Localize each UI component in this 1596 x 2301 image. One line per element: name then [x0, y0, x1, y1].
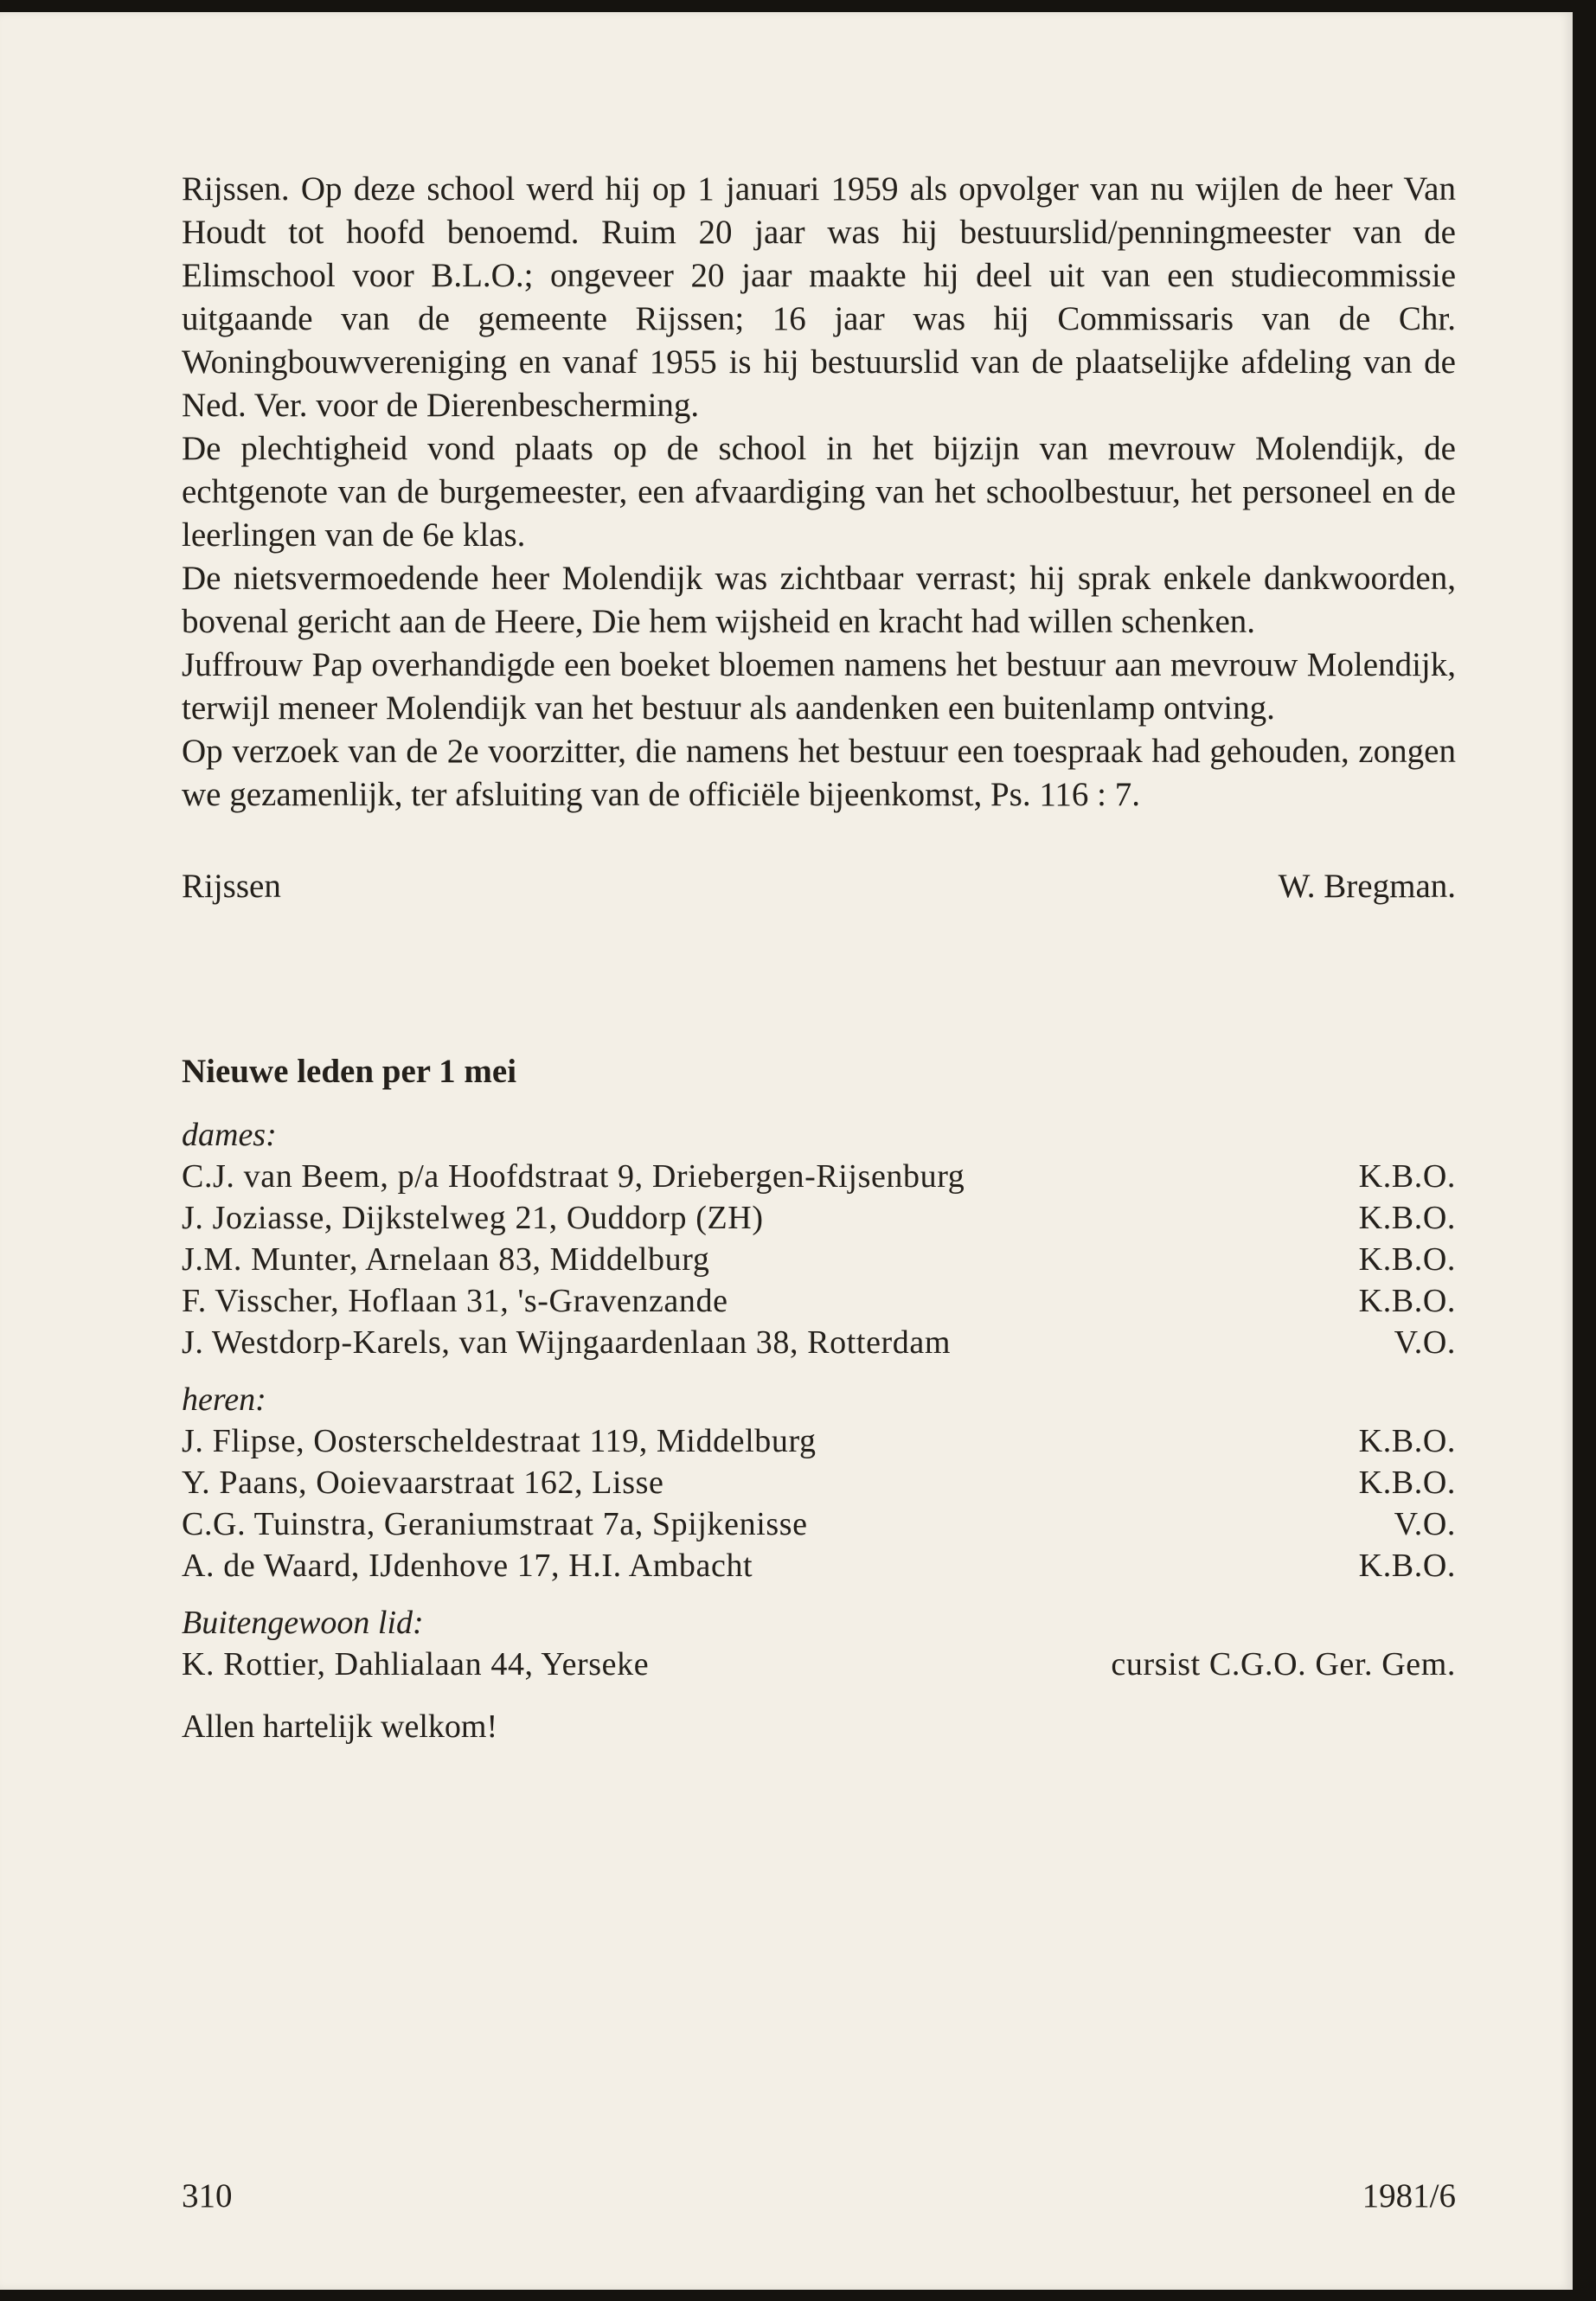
member-row: [182, 1239, 1456, 1280]
member-name: K. Rottier, Dahlialaan 44, Yerseke: [182, 1646, 650, 1682]
member-name: J.M. Munter, Arnelaan 83, Middelburg: [182, 1241, 710, 1278]
issue-number: 1981/6: [1362, 2177, 1456, 2214]
member-name: C.G. Tuinstra, Geraniumstraat 7a, Spijkenisse: [182, 1506, 808, 1542]
member-code: K.B.O.: [1358, 1465, 1456, 1501]
member-code: K.B.O.: [1358, 1548, 1456, 1584]
member-code: cursist C.G.O. Ger. Gem.: [1111, 1646, 1456, 1682]
member-row: [182, 1644, 1456, 1685]
member-name: J. Westdorp-Karels, van Wijngaardenlaan 38, Rotterdam: [182, 1324, 952, 1361]
member-name: C.J. van Beem, p/a Hoofdstraat 9, Driebergen-Rijsenburg: [182, 1158, 965, 1195]
page-number: 310: [182, 2177, 233, 2214]
signature-line: [182, 865, 1456, 908]
member-code: V.O.: [1394, 1324, 1456, 1361]
group-label-buitengewoon: Buitengewoon lid:: [182, 1605, 424, 1641]
member-list-heren: [182, 1420, 1456, 1586]
member-name: Y. Paans, Ooievaarstraat 162, Lisse: [182, 1465, 664, 1501]
article-body: [182, 168, 1456, 817]
page: [0, 12, 1573, 2290]
member-name: A. de Waard, IJdenhove 17, H.I. Ambacht: [182, 1548, 753, 1584]
member-code: K.B.O.: [1358, 1241, 1456, 1278]
member-row: [182, 1545, 1456, 1586]
closing-welcome: Allen hartelijk welkom!: [182, 1708, 498, 1745]
page-content: [182, 168, 1456, 1747]
member-row: [182, 1503, 1456, 1545]
member-code: K.B.O.: [1358, 1283, 1456, 1319]
paragraph-gifts: Juffrouw Pap overhandigde een boeket bloemen namens het bestuur aan mevrouw Molendijk, terwijl meneer Molendijk van het bestuur als aandenken een buitenlamp ontving.: [182, 646, 1456, 727]
member-row: [182, 1322, 1456, 1363]
paragraph-ceremony: De plechtigheid vond plaats op de school in het bijzijn van mevrouw Molendijk, de echtgenote van de burgemeester, een afvaardiging van het schoolbestuur, het personeel en de leerlingen van de 6e klas.: [182, 430, 1456, 554]
member-name: F. Visscher, Hoflaan 31, 's-Gravenzande: [182, 1283, 728, 1319]
member-code: K.B.O.: [1358, 1200, 1456, 1236]
paragraph-thanks: De nietsvermoedende heer Molendijk was zichtbaar verrast; hij sprak enkele dankwoorden, bovenal gericht aan de Heere, Die hem wijsheid en kracht had willen schenken.: [182, 560, 1456, 640]
paragraph-closing-song: Op verzoek van de 2e voorzitter, die namens het bestuur een toespraak had gehouden, zongen we gezamenlijk, ter afsluiting van de officiële bijeenkomst, Ps. 116 : 7.: [182, 733, 1456, 813]
page-footer: [182, 2176, 1456, 2215]
member-name: J. Flipse, Oosterscheldestraat 119, Middelburg: [182, 1423, 817, 1459]
member-row: [182, 1197, 1456, 1239]
member-row: [182, 1420, 1456, 1462]
member-code: K.B.O.: [1358, 1423, 1456, 1459]
member-list-dames: [182, 1156, 1456, 1363]
member-code: V.O.: [1394, 1506, 1456, 1542]
signature-place: Rijssen: [182, 868, 281, 905]
signature-author: W. Bregman.: [1278, 868, 1456, 905]
group-label-dames: dames:: [182, 1117, 277, 1153]
member-list-buitengewoon: [182, 1644, 1456, 1685]
paragraph-career: Rijssen. Op deze school werd hij op 1 januari 1959 als opvolger van nu wijlen de heer Van Houdt tot hoofd benoemd. Ruim 20 jaar was hij bestuurslid/penningmeester van de Elimschool voor B.L.O.; ongeveer 20 jaar maakte hij deel uit van een studiecommissie uitgaande van de gemeente Rijssen; 16 jaar was hij Commissaris van de Chr. Woningbouwvereniging en vanaf 1955 is hij bestuurslid van de plaatselijke afdeling van de Ned. Ver. voor de Dierenbescherming.: [182, 170, 1456, 424]
member-row: [182, 1462, 1456, 1503]
group-label-heren: heren:: [182, 1381, 266, 1418]
member-code: K.B.O.: [1358, 1158, 1456, 1195]
member-row: [182, 1280, 1456, 1322]
new-members-heading: Nieuwe leden per 1 mei: [182, 1053, 517, 1090]
member-name: J. Joziasse, Dijkstelweg 21, Ouddorp (ZH): [182, 1200, 764, 1236]
member-row: [182, 1156, 1456, 1197]
